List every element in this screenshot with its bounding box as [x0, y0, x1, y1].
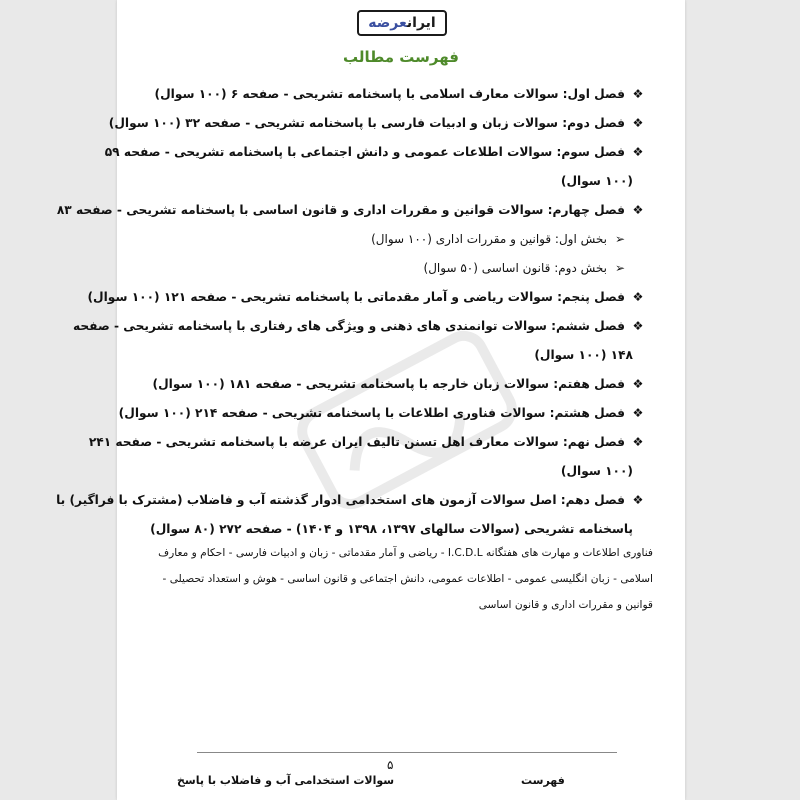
diamond-bullet-icon: ❖: [632, 116, 644, 130]
diamond-bullet-icon: ❖: [632, 406, 644, 420]
toc-entry[interactable]: [56, 493, 645, 507]
toc-subsection[interactable]: [424, 261, 627, 275]
toc-entry-text: فصل دوم: سوالات زبان و ادبیات فارسی با پاسخنامه تشریحی - صفحه ۳۲ (۱۰۰ سوال): [108, 116, 625, 130]
diamond-bullet-icon: ❖: [632, 87, 644, 101]
toc-entry-continuation: (۱۰۰ سوال): [560, 174, 633, 188]
toc-entry[interactable]: [155, 87, 646, 101]
page-title: فهرست مطالب: [343, 48, 459, 66]
diamond-bullet-icon: ❖: [632, 145, 644, 159]
toc-entry-text: فصل هفتم: سوالات زبان خارجه با پاسخنامه تشریحی - صفحه ۱۸۱ (۱۰۰ سوال): [152, 377, 625, 391]
logo-text-a: ایران: [406, 15, 436, 31]
subject-note-line: اسلامی - زبان انگلیسی عمومی - اطلاعات عمومی، دانش اجتماعی و قانون اساسی - هوش و استعداد تحصیلی -: [162, 573, 653, 585]
footer-section: فهرست: [521, 774, 565, 787]
toc-entry-text: فصل چهارم: سوالات قوانین و مقررات اداری و قانون اساسی با پاسخنامه تشریحی - صفحه ۸۳: [56, 203, 625, 217]
toc-entry-text: فصل سوم: سوالات اطلاعات عمومی و دانش اجتماعی با پاسخنامه تشریحی - صفحه ۵۹: [104, 145, 625, 159]
toc-entry-text: فصل اول: سوالات معارف اسلامی با پاسخنامه تشریحی - صفحه ۶ (۱۰۰ سوال): [154, 87, 625, 101]
toc-entry-text: فصل پنجم: سوالات ریاضی و آمار مقدماتی با پاسخنامه تشریحی - صفحه ۱۲۱ (۱۰۰ سوال): [87, 290, 625, 304]
page-number: ۵: [387, 758, 394, 772]
diamond-bullet-icon: ❖: [632, 493, 644, 507]
toc-entry-text: بخش اول: قوانین و مقررات اداری (۱۰۰ سوال): [371, 232, 607, 246]
footer-book-title: سوالات استخدامی آب و فاضلاب با پاسخ: [177, 774, 395, 787]
toc-entry[interactable]: [89, 435, 645, 449]
toc-entry[interactable]: [57, 203, 645, 217]
toc-entry[interactable]: [109, 116, 645, 130]
toc-entry-continuation: (۱۰۰ سوال): [560, 464, 633, 478]
toc-entry-text: بخش دوم: قانون اساسی (۵۰ سوال): [423, 261, 607, 275]
diamond-bullet-icon: ❖: [632, 203, 644, 217]
diamond-bullet-icon: ❖: [632, 290, 644, 304]
arrow-bullet-icon: ➢: [614, 261, 626, 275]
toc-entry[interactable]: [153, 377, 645, 391]
toc-entry[interactable]: [119, 406, 645, 420]
toc-entry[interactable]: [87, 290, 645, 304]
footer-divider: [197, 752, 617, 753]
subject-note-line: فناوری اطلاعات و مهارت های هفتگانه I.C.D.L - ریاضی و آمار مقدماتی - زبان و ادبیات فارسی - احکام و معارف: [158, 547, 653, 559]
toc-entry-text: فصل نهم: سوالات معارف اهل تسنن تالیف ایران عرضه با پاسخنامه تشریحی - صفحه ۲۴۱: [88, 435, 625, 449]
logo-text-b: عرضه: [368, 15, 407, 31]
document-page: [56, 0, 685, 800]
table-of-contents: [56, 0, 685, 800]
diamond-bullet-icon: ❖: [632, 377, 644, 391]
diamond-bullet-icon: ❖: [632, 319, 644, 333]
toc-entry[interactable]: [73, 319, 645, 333]
toc-entry-text: فصل دهم: اصل سوالات آزمون های استخدامی ادوار گذشته آب و فاضلاب (مشترک با فراگیر) با: [56, 493, 625, 507]
subject-note-line: قوانین و مقررات اداری و قانون اساسی: [478, 599, 653, 611]
arrow-bullet-icon: ➢: [614, 232, 626, 246]
toc-entry-continuation: پاسخنامه تشریحی (سوالات سالهای ۱۳۹۷، ۱۳۹۸ و ۱۴۰۴) - صفحه ۲۷۲ (۸۰ سوال): [150, 522, 633, 536]
toc-entry-text: فصل ششم: سوالات توانمندی های ذهنی و ویژگی های رفتاری با پاسخنامه تشریحی - صفحه: [73, 319, 625, 333]
toc-subsection[interactable]: [371, 232, 627, 246]
toc-entry-text: فصل هشتم: سوالات فناوری اطلاعات با پاسخنامه تشریحی - صفحه ۲۱۴ (۱۰۰ سوال): [118, 406, 625, 420]
toc-entry[interactable]: [105, 145, 645, 159]
toc-entry-continuation: ۱۴۸ (۱۰۰ سوال): [534, 348, 633, 362]
diamond-bullet-icon: ❖: [632, 435, 644, 449]
